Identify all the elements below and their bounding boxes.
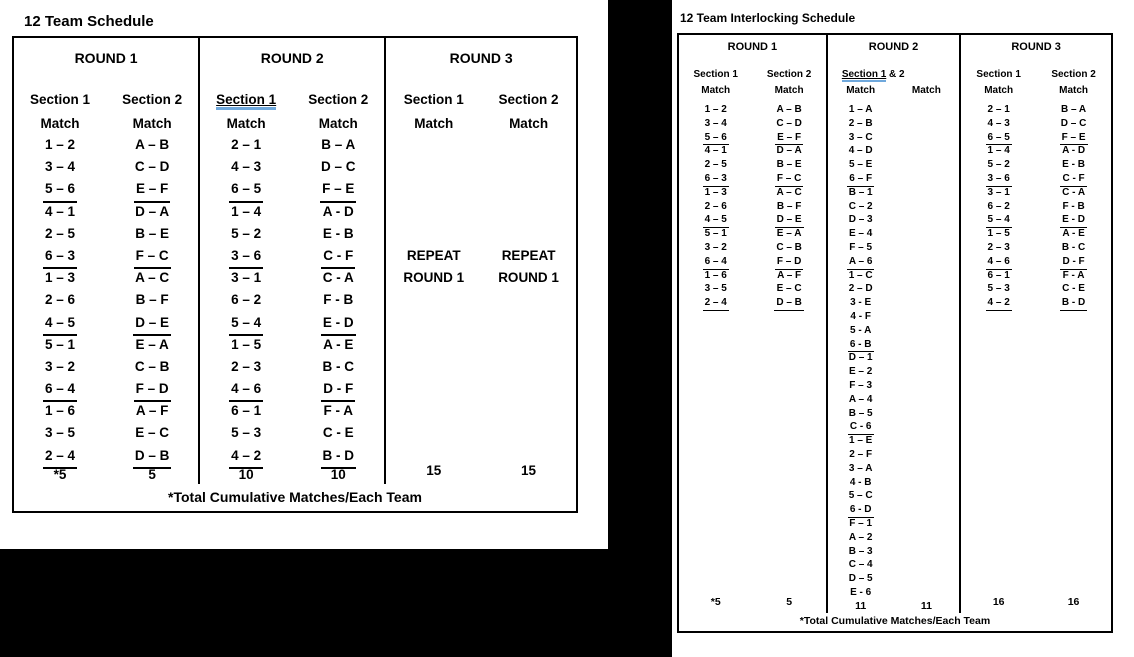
right-table-title: 12 Team Interlocking Schedule: [680, 11, 856, 25]
match-cell: 1 – 3: [704, 186, 727, 198]
left-r3-section1-repeat-round: ROUND 1: [403, 270, 465, 286]
match-cell: E - D: [1036, 213, 1111, 227]
match-cell: 6 – 5: [961, 131, 1036, 145]
match-cell: A – B: [135, 137, 170, 152]
match-cell: C – D: [776, 117, 802, 129]
match-cell: 5 – E: [848, 159, 873, 171]
right-r2-match1-label: Match: [846, 85, 876, 96]
match-cell: B – E: [776, 159, 802, 171]
match-cell: 5 – 4: [961, 213, 1036, 227]
match-cell: 4 – 1: [704, 145, 727, 157]
left-r2-section2-label: Section 2: [308, 92, 369, 107]
match-cell: 2 – 5: [704, 159, 727, 171]
left-r3-section2-repeat-round: ROUND 1: [498, 270, 559, 286]
match-cell: B - C: [1061, 241, 1086, 253]
match-cell: 2 – 6: [45, 292, 76, 308]
match-cell: 2 – B: [848, 117, 873, 129]
match-cell: 4 – 2: [961, 296, 1036, 310]
match-cell: 5 – 1: [704, 228, 727, 240]
match-cell: F - B: [323, 292, 354, 308]
match-cell: 2 – 3: [231, 358, 262, 374]
match-cell: 3 – 1: [987, 186, 1010, 198]
match-cell: D – B: [106, 445, 198, 467]
match-cell: E - B: [322, 225, 354, 241]
match-cell: E – 2: [848, 366, 873, 378]
right-r3-section1-total: 16: [992, 596, 1005, 608]
match-cell: F – C: [106, 245, 198, 267]
right-round2-header: ROUND 2: [868, 41, 919, 53]
match-cell: 1 – 4: [987, 145, 1010, 157]
match-cell: 4 – 5: [679, 213, 752, 227]
match-cell: F – 1: [849, 517, 873, 529]
right-r3-totals: [961, 596, 1111, 613]
left-r3-section2-match-label: Match: [509, 116, 549, 131]
match-cell: A – C: [776, 186, 802, 198]
match-cell: F – D: [752, 255, 825, 269]
right-round3-column: [959, 35, 1111, 613]
right-r1-section1-total: *5: [710, 596, 721, 608]
match-cell: C – B: [776, 241, 802, 253]
left-r1-section1-total: *5: [53, 466, 67, 482]
match-cell: B – 5: [848, 407, 873, 419]
match-cell: C – B: [134, 358, 170, 374]
match-cell: 1 – 2: [45, 137, 76, 152]
left-r1-section1-label: Section 1: [30, 92, 91, 107]
match-cell: 4 - B: [849, 476, 872, 488]
match-cell: A – C: [135, 270, 170, 286]
right-schedule-panel: [672, 0, 1134, 657]
right-r2-matches-empty: [894, 103, 960, 600]
match-cell: C - A: [1062, 186, 1086, 198]
match-cell: 4 – 5: [14, 312, 106, 334]
match-cell: 6 – 4: [679, 255, 752, 269]
match-cell: 2 – 6: [704, 200, 727, 212]
match-cell: A – 6: [828, 255, 894, 269]
match-cell: 4 - F: [850, 310, 871, 322]
match-cell: 1 – E: [848, 435, 873, 447]
left-r3-section1-label: Section 1: [403, 92, 464, 107]
match-cell: D – E: [752, 213, 825, 227]
match-cell: 5 - A: [850, 324, 872, 336]
left-table-columns: [14, 38, 576, 484]
left-r1-section1-matches: [14, 134, 106, 467]
match-cell: D – 1: [848, 352, 873, 364]
right-r3-section2-matches: [1036, 103, 1111, 310]
left-r3-totals: [386, 463, 576, 484]
match-cell: 2 – F: [849, 448, 873, 460]
match-cell: D – C: [1060, 117, 1087, 129]
match-cell: 2 – 5: [45, 225, 76, 241]
left-round3-header: ROUND 3: [449, 50, 513, 66]
match-cell: 4 – 1: [45, 203, 76, 219]
match-cell: C - 6: [828, 420, 894, 434]
right-r3-section1-matches: [961, 103, 1036, 310]
match-cell: A – B: [776, 104, 802, 115]
right-r1-section2-total: 5: [786, 596, 793, 608]
match-cell: 4 – D: [848, 145, 873, 157]
match-cell: 2 – 3: [987, 241, 1010, 253]
right-r2-match1-total: 11: [855, 599, 867, 612]
match-cell: B – 1: [848, 186, 873, 198]
left-round3-column: [384, 38, 576, 484]
right-r2-section1-link[interactable]: Section 1: [841, 69, 887, 80]
match-cell: 6 – 2: [231, 292, 262, 308]
match-cell: A – 4: [848, 393, 873, 405]
match-cell: 3 – 6: [200, 245, 292, 267]
match-cell: 2 – D: [848, 283, 873, 295]
match-cell: C - A: [322, 270, 354, 286]
left-r1-section1-match-label: Match: [40, 116, 80, 131]
right-table-footnote: *Total Cumulative Matches/Each Team: [799, 615, 991, 627]
match-cell: E – 4: [848, 228, 873, 240]
left-table-footnote: *Total Cumulative Matches/Each Team: [168, 489, 422, 505]
match-cell: 4 – 3: [231, 159, 262, 175]
match-cell: E – A: [776, 228, 802, 240]
right-r3-section1-match-label: Match: [984, 85, 1014, 96]
match-cell: F - A: [323, 403, 353, 419]
match-cell: A - D: [1062, 145, 1086, 157]
match-cell: F - A: [1062, 269, 1085, 281]
left-r2-section1-matches: [200, 134, 292, 467]
left-r2-section1-total: 10: [238, 466, 254, 482]
match-cell: 5 – 4: [200, 312, 292, 334]
left-r1-section2-matches: [106, 134, 198, 467]
right-r1-section2-matches: [752, 103, 825, 310]
match-cell: 1 – 3: [45, 270, 76, 286]
match-cell: 6 – 3: [679, 172, 752, 186]
left-r1-section2-label: Section 2: [122, 92, 183, 107]
right-r1-totals: [679, 596, 826, 613]
match-cell: B – F: [776, 200, 802, 212]
left-r2-section2-total: 10: [330, 466, 346, 482]
match-cell: 6 – 4: [14, 378, 106, 400]
match-cell: 2 – 1: [231, 137, 262, 152]
match-cell: C – 2: [848, 200, 873, 212]
match-cell: 1 – 5: [987, 228, 1010, 240]
match-cell: C – 4: [848, 559, 873, 571]
match-cell: F – D: [106, 378, 198, 400]
match-cell: 5 – 2: [987, 159, 1010, 171]
match-cell: E - D: [292, 312, 384, 334]
left-r2-section1-link[interactable]: Section 1: [216, 92, 276, 110]
match-cell: B - C: [322, 358, 354, 374]
left-r1-section2-total: 5: [148, 466, 156, 482]
match-cell: 1 – 4: [231, 203, 262, 219]
match-cell: 6 – 5: [200, 178, 292, 200]
match-cell: C - E: [322, 425, 354, 441]
match-cell: F – C: [752, 172, 825, 186]
right-r3-section2-label: Section 2: [1051, 69, 1096, 80]
right-table-columns: [679, 35, 1111, 613]
left-round2-header: ROUND 2: [260, 50, 324, 66]
match-cell: 5 – C: [848, 490, 873, 502]
match-cell: 3 - E: [850, 297, 872, 309]
match-cell: E – C: [776, 283, 802, 295]
match-cell: B – A: [1060, 104, 1087, 115]
match-cell: 4 – 2: [200, 445, 292, 467]
match-cell: 3 – 5: [704, 283, 727, 295]
match-cell: D – 3: [848, 214, 873, 226]
match-cell: 2 – 4: [14, 445, 106, 467]
match-cell: 3 – C: [848, 131, 873, 143]
match-cell: A - E: [1062, 228, 1085, 240]
match-cell: E – A: [135, 336, 169, 352]
match-cell: D – B: [752, 296, 825, 310]
match-cell: 5 – 6: [679, 131, 752, 145]
match-cell: 1 – 2: [704, 104, 727, 115]
left-r3-repeat-block: [386, 245, 576, 289]
match-cell: 1 – 6: [45, 403, 76, 419]
left-round1-header: ROUND 1: [74, 50, 138, 66]
match-cell: 6 - D: [828, 503, 894, 517]
left-r3-section1-match-label: Match: [414, 116, 454, 131]
match-cell: E - 6: [850, 586, 872, 598]
match-cell: 5 – 3: [231, 425, 262, 441]
match-cell: D – E: [106, 312, 198, 334]
match-cell: D – A: [135, 203, 170, 219]
match-cell: F – 5: [849, 241, 873, 253]
match-cell: D – C: [321, 159, 356, 175]
right-round3-header: ROUND 3: [1011, 41, 1061, 53]
match-cell: F - B: [1062, 200, 1085, 212]
match-cell: 3 – 2: [45, 358, 76, 374]
right-round1-header: ROUND 1: [727, 41, 778, 53]
right-r2-combined-section-label: [828, 68, 959, 81]
right-r2-matches: [828, 103, 894, 600]
right-r1-section1-label: Section 1: [693, 69, 738, 80]
match-cell: 6 – 2: [987, 200, 1010, 212]
match-cell: B – E: [135, 225, 169, 241]
left-r2-section2-match-label: Match: [318, 116, 358, 131]
right-schedule-table: [677, 33, 1113, 633]
left-schedule-panel: [0, 0, 608, 549]
match-cell: 2 – 1: [987, 104, 1010, 115]
left-r3-section1-total: 15: [426, 463, 442, 478]
match-cell: 3 – 2: [704, 241, 727, 253]
left-r2-section2-matches: [292, 134, 384, 467]
left-r3-section2-label: Section 2: [498, 92, 559, 107]
match-cell: 3 – 6: [961, 172, 1036, 186]
match-cell: B – F: [135, 292, 169, 308]
match-cell: A - E: [323, 336, 354, 352]
match-cell: 6 – 1: [987, 269, 1010, 281]
match-cell: C - E: [1062, 283, 1085, 295]
match-cell: 5 – 3: [987, 283, 1010, 295]
left-r3-section2-total: 15: [521, 463, 537, 478]
match-cell: 3 – 4: [45, 159, 76, 175]
right-r3-section1-label: Section 1: [976, 69, 1021, 80]
match-cell: B – A: [321, 137, 356, 152]
match-cell: D - F: [292, 378, 384, 400]
right-r3-section2-match-label: Match: [1059, 85, 1089, 96]
match-cell: 6 - B: [828, 338, 894, 352]
match-cell: B – 3: [848, 545, 873, 557]
match-cell: 3 – 4: [704, 117, 727, 129]
match-cell: A – 2: [848, 531, 873, 543]
right-r2-match2-label: Match: [911, 85, 941, 96]
left-r3-section2-repeat: REPEAT: [501, 248, 556, 263]
match-cell: C - F: [292, 245, 384, 267]
match-cell: D – A: [776, 145, 802, 157]
right-r2-section-label-rest: & 2: [886, 69, 905, 80]
left-r2-section1-match-label: Match: [226, 116, 266, 131]
match-cell: E – C: [135, 425, 169, 441]
right-round1-column: [679, 35, 826, 613]
right-r1-section1-matches: [679, 103, 752, 310]
match-cell: 4 – 6: [200, 378, 292, 400]
match-cell: B - D: [1036, 296, 1111, 310]
match-cell: 2 – 4: [679, 296, 752, 310]
match-cell: A – F: [135, 403, 169, 419]
right-round2-column: [826, 35, 959, 613]
match-cell: 5 – 6: [14, 178, 106, 200]
match-cell: E – F: [106, 178, 198, 200]
left-round2-column: [198, 38, 384, 484]
right-r2-match2-total: 11: [920, 599, 932, 612]
right-r1-section2-label: Section 2: [766, 69, 812, 80]
left-r3-section1-repeat: REPEAT: [406, 248, 461, 263]
right-r1-section2-match-label: Match: [774, 85, 804, 96]
match-cell: D – 5: [848, 573, 873, 585]
match-cell: 1 – C: [848, 269, 873, 281]
left-round1-column: [14, 38, 198, 484]
match-cell: F – E: [1036, 131, 1111, 145]
match-cell: 1 – 5: [231, 336, 262, 352]
left-r2-section1-label: [200, 91, 292, 108]
match-cell: E - B: [1062, 159, 1085, 171]
left-schedule-table: [12, 36, 578, 513]
match-cell: C – D: [134, 159, 170, 175]
match-cell: 4 – 6: [961, 255, 1036, 269]
match-cell: A – F: [777, 269, 802, 281]
match-cell: C - F: [1036, 172, 1111, 186]
match-cell: E – F: [752, 131, 825, 145]
match-cell: F – 3: [849, 379, 873, 391]
right-r3-section2-total: 16: [1067, 596, 1080, 608]
match-cell: A - D: [322, 203, 354, 219]
match-cell: 3 – A: [848, 462, 873, 474]
match-cell: B - D: [292, 445, 384, 467]
left-r1-section2-match-label: Match: [132, 116, 172, 131]
left-table-title: 12 Team Schedule: [24, 13, 154, 30]
match-cell: D - F: [1036, 255, 1111, 269]
match-cell: F – E: [292, 178, 384, 200]
match-cell: 1 – 6: [704, 269, 727, 281]
match-cell: 1 – A: [848, 104, 873, 115]
match-cell: 6 – 1: [231, 403, 262, 419]
match-cell: 5 – 1: [45, 336, 76, 352]
right-r1-section1-match-label: Match: [701, 85, 731, 96]
match-cell: 6 – F: [828, 172, 894, 186]
match-cell: 6 – 3: [14, 245, 106, 267]
match-cell: 3 – 5: [45, 425, 76, 441]
match-cell: 5 – 2: [231, 225, 262, 241]
match-cell: 4 – 3: [987, 117, 1010, 129]
match-cell: 3 – 1: [231, 270, 262, 286]
